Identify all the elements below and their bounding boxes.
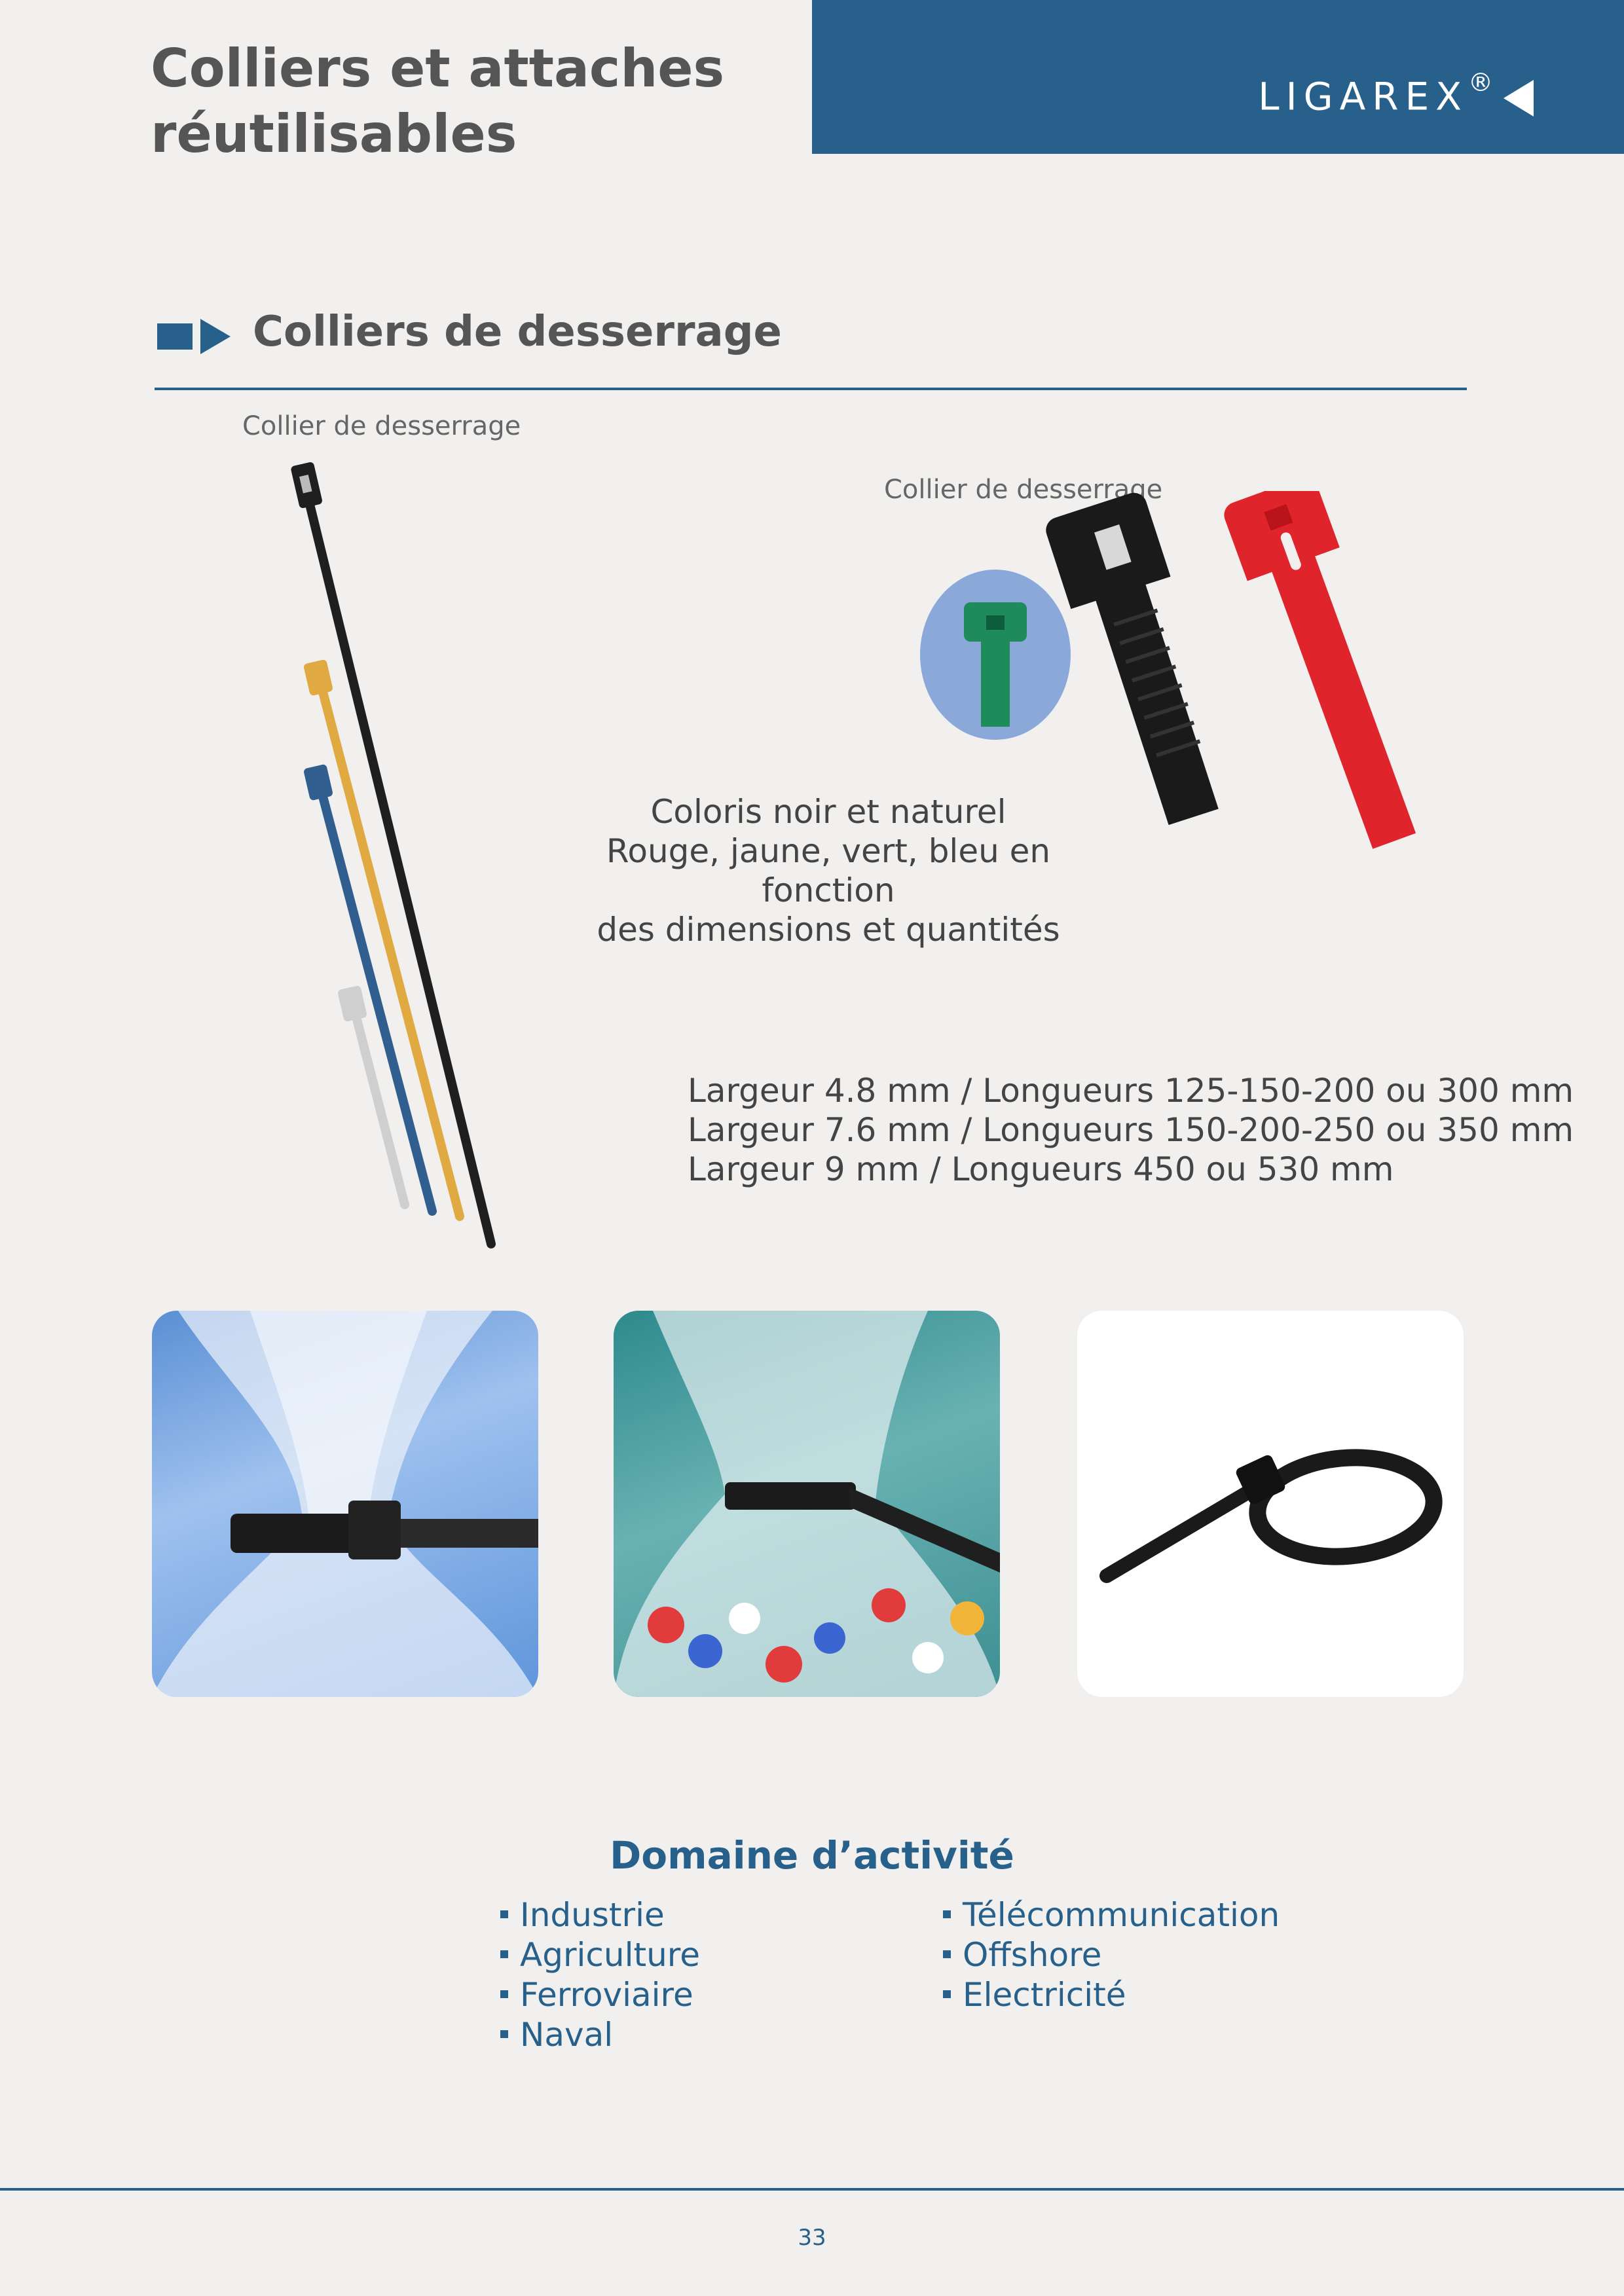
footer-divider: [0, 2188, 1624, 2191]
page-number: 33: [798, 2225, 826, 2251]
colors-line-3: des dimensions et quantités: [597, 911, 1060, 949]
black-tie: [290, 462, 491, 1244]
colors-description: [576, 792, 1080, 949]
domain-list-column-1: [500, 1895, 700, 2055]
list-item: Télécommunication: [943, 1895, 1280, 1935]
list-item: Ferroviaire: [500, 1975, 700, 2015]
domain-title: Domaine d’activité: [610, 1833, 1014, 1878]
bullet-icon: [943, 1910, 951, 1918]
dimension-line: Largeur 4.8 mm / Longueurs 125-150-200 ou 300 mm: [688, 1072, 1574, 1110]
dimensions-list: [688, 1071, 1574, 1189]
photo-bag-closure-blue: [152, 1311, 538, 1697]
brand-label: LIGAREX: [1258, 74, 1468, 119]
brand-name: [1258, 68, 1493, 119]
section-bullet-arrow-icon: [200, 319, 231, 354]
cable-ties-colors-image: [275, 452, 511, 1264]
natural-tie: [337, 985, 405, 1205]
list-item: Electricité: [943, 1975, 1280, 2015]
page-title-line-1: Colliers et attaches: [151, 38, 725, 99]
yellow-tie: [303, 659, 460, 1216]
section-divider: [155, 388, 1467, 390]
caption-product-2: Collier de desserrage: [884, 475, 1163, 505]
colors-line-2: Rouge, jaune, vert, bleu en fonction: [606, 832, 1051, 909]
back-arrow-icon: [1504, 80, 1534, 117]
bullet-icon: [500, 1990, 508, 1998]
bullet-icon: [943, 1990, 951, 1998]
section-title: Colliers de desserrage: [253, 308, 782, 356]
red-tie-large: [1221, 491, 1441, 858]
page-title: [151, 36, 724, 167]
list-item: Industrie: [500, 1895, 700, 1935]
bullet-icon: [500, 2030, 508, 2038]
section-bullet-square-icon: [157, 323, 193, 350]
bullet-icon: [500, 1910, 508, 1918]
bullet-icon: [500, 1950, 508, 1958]
black-tie-large: [1043, 491, 1244, 833]
list-item: Offshore: [943, 1935, 1280, 1975]
list-item: Naval: [500, 2015, 700, 2055]
colors-line-1: Coloris noir et naturel: [650, 793, 1006, 831]
blue-tie: [303, 764, 432, 1211]
registered-mark: ®: [1468, 68, 1493, 97]
photo-bag-closure-teal: [614, 1311, 1000, 1697]
caption-product-1: Collier de desserrage: [242, 411, 521, 441]
dimension-line: Largeur 7.6 mm / Longueurs 150-200-250 ou 350 mm: [688, 1111, 1574, 1149]
domain-list-column-2: [943, 1895, 1280, 2015]
bullet-icon: [943, 1950, 951, 1958]
dimension-line: Largeur 9 mm / Longueurs 450 ou 530 mm: [688, 1150, 1394, 1188]
photo-black-tie-loop: [1077, 1311, 1464, 1697]
page-title-line-2: réutilisables: [151, 103, 517, 164]
list-item: Agriculture: [500, 1935, 700, 1975]
brand-banner: [812, 0, 1624, 154]
